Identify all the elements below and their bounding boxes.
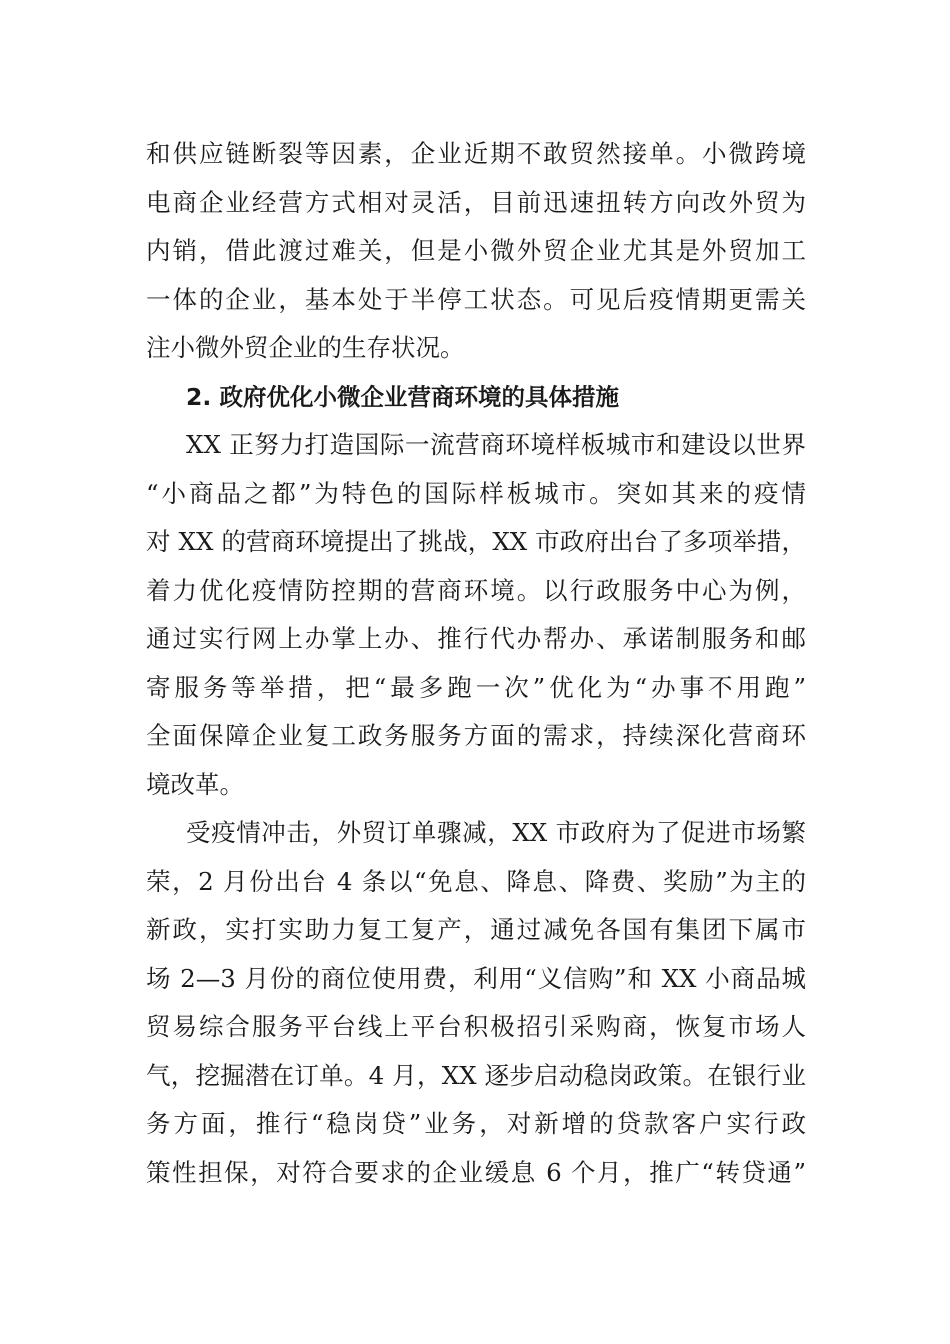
text-line: 一体的企业，基本处于半停工状态。可见后疫情期更需关 — [146, 284, 806, 314]
section-heading: 2. 政府优化小微企业营商环境的具体措施 — [186, 382, 619, 411]
text-line: 对 XX 的营商环境提出了挑战，XX 市政府出台了多项举措， — [146, 527, 806, 556]
text-line: 电商企业经营方式相对灵活，目前迅速扭转方向改外贸为 — [146, 187, 806, 217]
text-line: 通过实行网上办掌上办、推行代办帮办、承诺制服务和邮 — [146, 624, 806, 653]
text-line: 内销，借此渡过难关，但是小微外贸企业尤其是外贸加工 — [146, 236, 806, 265]
text-line: 寄服务等举措，把“最多跑一次”优化为“办事不用跑” — [146, 672, 806, 702]
text-line: 气，挖掘潜在订单。4 月，XX 逐步启动稳岗政策。在银行业 — [146, 1060, 806, 1090]
text-line: 注小微外贸企业的生存状况。 — [146, 333, 465, 362]
text-line: XX 正努力打造国际一流营商环境样板城市和建设以世界 — [186, 430, 806, 459]
text-line: 受疫情冲击，外贸订单骤减，XX 市政府为了促进市场繁 — [186, 818, 806, 847]
text-line: 和供应链断裂等因素，企业近期不敢贸然接单。小微跨境 — [146, 139, 806, 168]
text-line: 全面保障企业复工政务服务方面的需求，持续深化营商环 — [146, 721, 806, 750]
text-line: 着力优化疫情防控期的营商环境。以行政服务中心为例， — [146, 575, 806, 605]
text-line: “小商品之都”为特色的国际样板城市。突如其来的疫情 — [146, 478, 806, 508]
text-line: 荣，2 月份出台 4 条以“免息、降息、降费、奖励”为主的 — [146, 866, 806, 896]
text-line: 场 2—3 月份的商位使用费，利用“义信购”和 XX 小商品城 — [146, 963, 806, 993]
text-line: 境改革。 — [146, 769, 244, 799]
text-line: 贸易综合服务平台线上平台积极招引采购商，恢复市场人 — [146, 1012, 806, 1041]
text-line: 策性担保，对符合要求的企业缓息 6 个月，推广“转贷通” — [146, 1157, 806, 1187]
document-body — [146, 130, 806, 1197]
text-line: 新政，实打实助力复工复产，通过减免各国有集团下属市 — [146, 915, 806, 944]
text-line: 务方面，推行“稳岗贷”业务，对新增的贷款客户实行政 — [146, 1109, 806, 1138]
